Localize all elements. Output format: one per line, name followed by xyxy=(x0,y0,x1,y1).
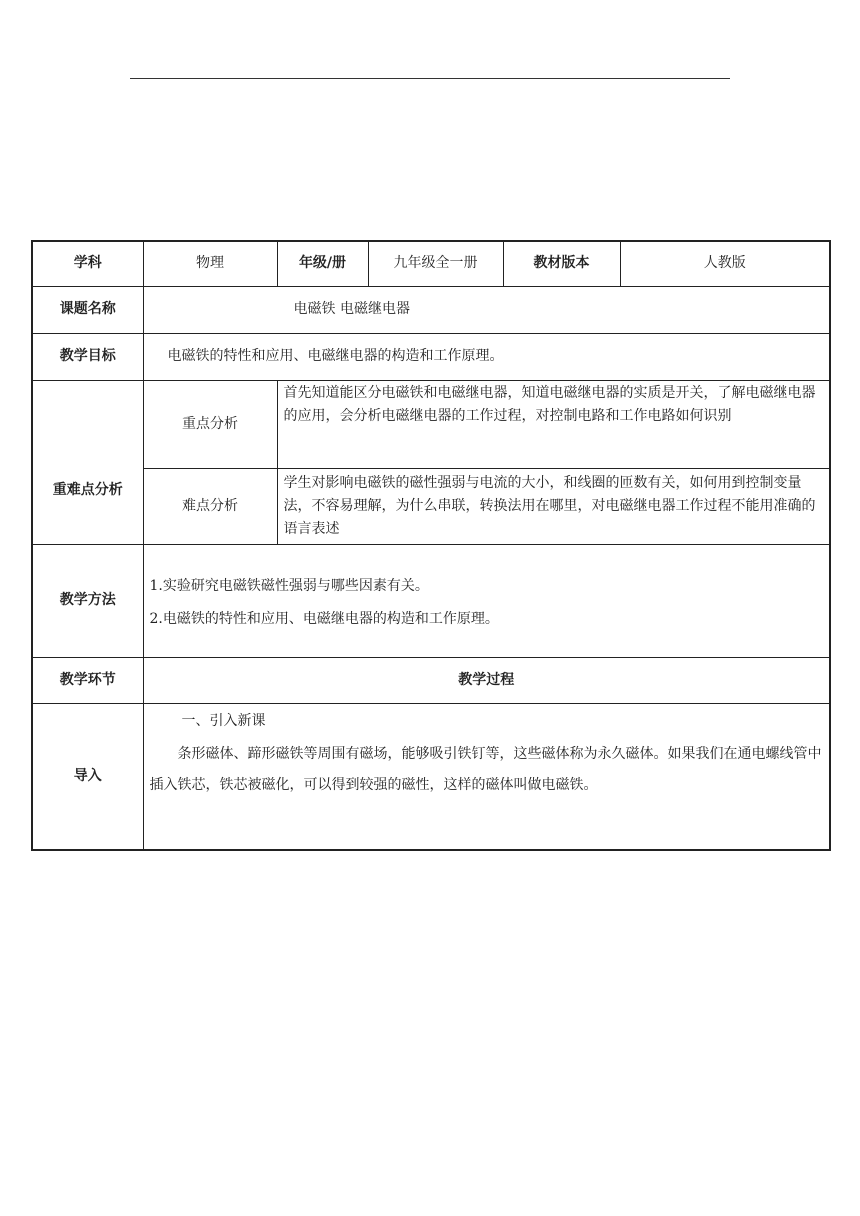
row-method xyxy=(32,544,830,657)
intro-label: 导入 xyxy=(32,703,143,850)
row-stage-header xyxy=(32,657,830,703)
hard-text: 学生对影响电磁铁的磁性强弱与电流的大小，和线圈的匝数有关，如何用到控制变量法，不容易理解，为什么串联，转换法用在哪里，对电磁继电器工作过程不能用准确的语言表述 xyxy=(277,468,830,544)
objective-label: 教学目标 xyxy=(32,333,143,380)
row-objective xyxy=(32,333,830,380)
key-text: 首先知道能区分电磁铁和电磁继电器，知道电磁继电器的实质是开关，了解电磁继电器的应用，会分析电磁继电器的工作过程，对控制电路和工作电路如何识别 xyxy=(277,380,830,468)
lesson-plan-table xyxy=(31,240,831,851)
row-hard-point xyxy=(32,468,830,544)
topic-value: 电磁铁 电磁继电器 xyxy=(143,286,830,333)
key-label: 重点分析 xyxy=(143,380,277,468)
process-label: 教学过程 xyxy=(143,657,830,703)
row-key-point xyxy=(32,380,830,468)
topic-label: 课题名称 xyxy=(32,286,143,333)
grade-value: 九年级全一册 xyxy=(368,241,503,286)
intro-text: 条形磁体、蹄形磁铁等周围有磁场，能够吸引铁钉等，这些磁体称为永久磁体。如果我们在通电螺线管中插入铁芯，铁芯被磁化，可以得到较强的磁性，这样的磁体叫做电磁铁。 xyxy=(149,745,822,793)
edition-value: 人教版 xyxy=(620,241,830,286)
grade-label: 年级/册 xyxy=(277,241,368,286)
row-topic xyxy=(32,286,830,333)
header-rule xyxy=(130,78,730,79)
row-subject xyxy=(32,241,830,286)
method-cell xyxy=(143,544,830,657)
edition-label: 教材版本 xyxy=(503,241,620,286)
intro-title: 一、引入新课 xyxy=(181,712,266,729)
intro-cell xyxy=(143,703,830,850)
stage-label: 教学环节 xyxy=(32,657,143,703)
method-item-1: 1.实验研究电磁铁磁性强弱与哪些因素有关。 xyxy=(149,577,429,594)
hard-label: 难点分析 xyxy=(143,468,277,544)
objective-value: 电磁铁的特性和应用、电磁继电器的构造和工作原理。 xyxy=(143,333,830,380)
row-intro xyxy=(32,703,830,850)
method-label: 教学方法 xyxy=(32,544,143,657)
difficulty-label xyxy=(32,380,143,544)
difficulty-label-text: 重难点分析 xyxy=(52,481,123,498)
method-item-2: 2.电磁铁的特性和应用、电磁继电器的构造和工作原理。 xyxy=(149,610,499,627)
subject-label: 学科 xyxy=(32,241,143,286)
subject-value: 物理 xyxy=(143,241,277,286)
